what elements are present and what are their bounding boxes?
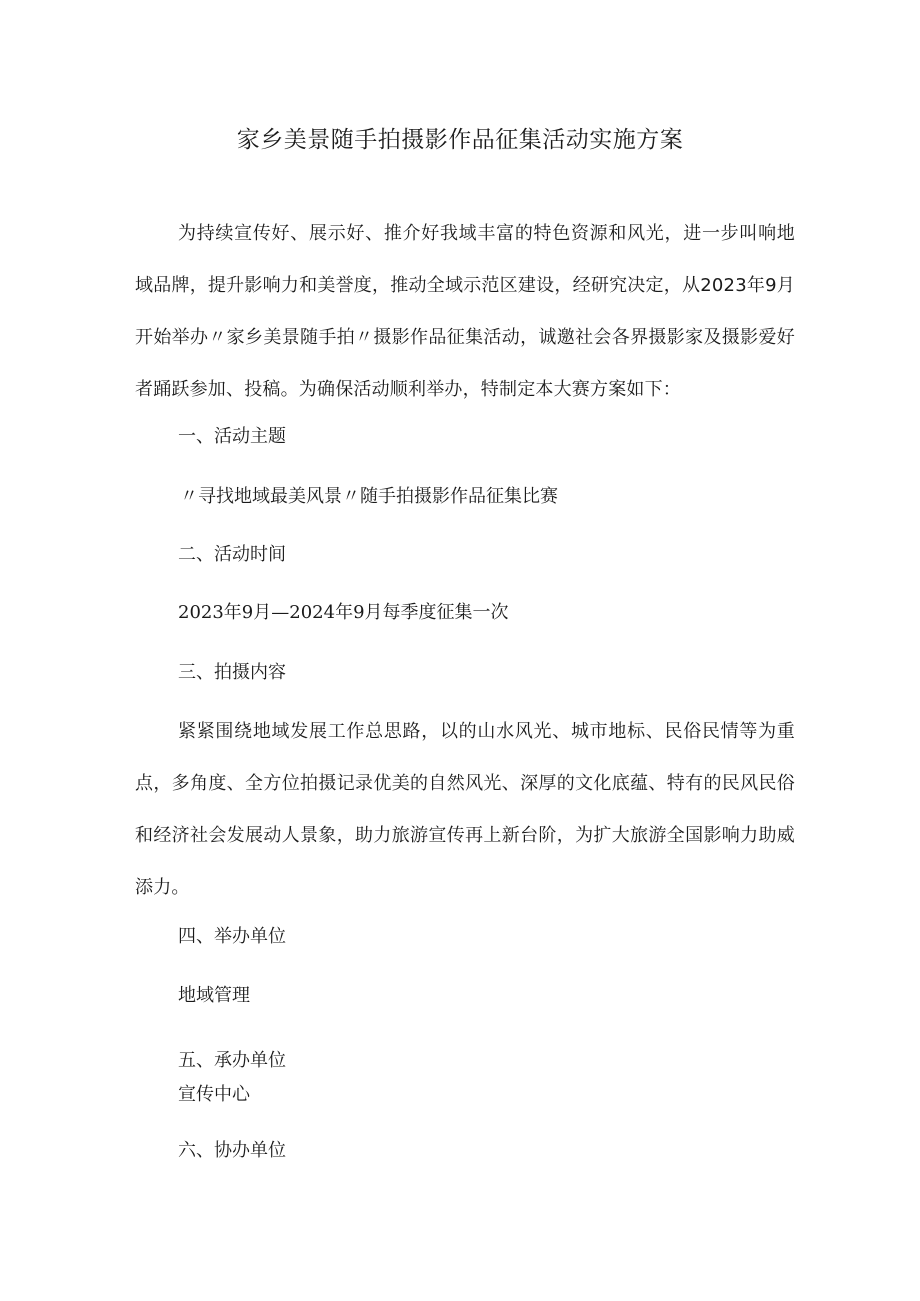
intro-paragraph: 为持续宣传好、展示好、推介好我域丰富的特色资源和风光，进一步叫响地域品牌，提升影响力和美誉度，推动全域示范区建设，经研究决定，从2023年9月开始举办〃家乡美景随手拍〃摄影作品征集活动，诚邀社会各界摄影家及摄影爱好者踊跃参加、投稿。为确保活动顺利举办，特制定本大赛方案如下： — [135, 223, 795, 400]
section-5-heading: 五、承办单位 — [178, 1050, 286, 1071]
section-3-heading: 三、拍摄内容 — [178, 662, 286, 683]
section-3-content: 紧紧围绕地域发展工作总思路，以的山水风光、城市地标、民俗民情等为重点，多角度、全方位拍摄记录优美的自然风光、深厚的文化底蕴、特有的民风民俗和经济社会发展动人景象，助力旅游宣传再上新台阶，为扩大旅游全国影响力助威添力。 — [135, 721, 795, 898]
section-2-content: 2023年9月—2024年9月每季度征集一次 — [178, 602, 509, 623]
section-6-heading: 六、协办单位 — [178, 1140, 286, 1161]
section-4-heading: 四、举办单位 — [178, 926, 286, 947]
section-2-heading: 二、活动时间 — [178, 544, 286, 565]
section-5-content: 宣传中心 — [178, 1084, 250, 1105]
section-1-heading: 一、活动主题 — [178, 426, 286, 447]
section-4-content: 地域管理 — [178, 985, 250, 1006]
section-1-content: 〃寻找地域最美风景〃随手拍摄影作品征集比赛 — [180, 486, 558, 507]
document-title: 家乡美景随手拍摄影作品征集活动实施方案 — [236, 127, 684, 153]
